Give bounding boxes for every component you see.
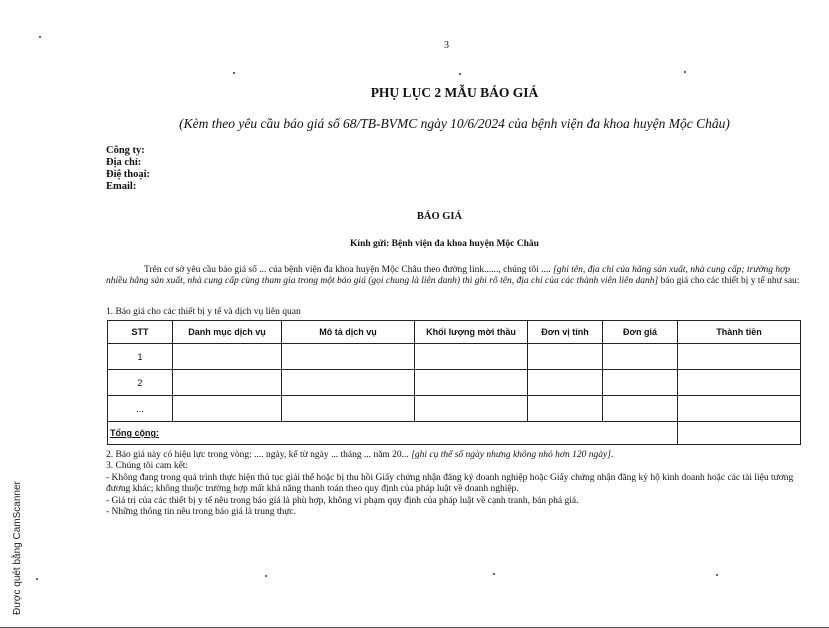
table-row [108,396,801,422]
table-cell [528,344,603,370]
scan-speck [716,574,718,576]
scan-speck [265,575,267,577]
col-header-price: Đơn giá [603,321,678,344]
table-total-row [108,422,801,445]
page-title: PHỤ LỤC 2 MẪU BÁO GIÁ [370,85,539,100]
table-cell [415,344,528,370]
validity-italic-note: [ghi cụ thể số ngày nhưng không nhỏ hơn 120 ngày] [411,450,611,460]
quote-heading: BÁO GIÁ [416,211,463,222]
table-cell [603,370,678,396]
company-field: Công ty: [106,145,145,156]
scan-speck [39,36,41,38]
col-header-service: Danh mục dịch vụ [173,321,282,344]
scan-speck [233,72,235,74]
table-cell [528,370,603,396]
commitment-item: - Giá trị của các thiết bị y tế nêu trong báo giá là phù hợp, không vi phạm quy định của pháp luật về cạnh tranh, bán phá giá. [106,495,579,506]
intro-text-end: báo giá cho các thiết bị y tế như sau: [658,276,800,286]
table-header-row [108,321,801,344]
table-cell [173,370,282,396]
section-1-heading: 1. Báo giá cho các thiết bị y tế và dịch vụ liên quan [106,307,301,317]
address-field: Địa chỉ: [106,157,142,168]
quote-table [107,320,801,445]
scan-speck [684,71,686,73]
table-cell [282,396,415,422]
table-cell [173,396,282,422]
table-cell [678,370,801,396]
total-value-cell [678,422,801,445]
table-row [108,370,801,396]
phone-field: Điệ thoại: [106,169,151,180]
commitment-heading: 3. Chúng tôi cam kết: [106,461,189,472]
table-cell [415,370,528,396]
scanner-watermark: Được quét bằng CamScanner [12,481,23,615]
table-cell [678,344,801,370]
validity-text: 2. Báo giá này có hiệu lực trong vòng: .... ngày, kể từ ngày ... tháng ... năm 20... [106,450,412,460]
row-stt: ... [108,396,173,422]
row-stt: 1 [108,344,173,370]
scan-speck [493,573,495,575]
col-header-total: Thành tiền [678,321,801,344]
intro-paragraph [106,265,806,287]
row-stt: 2 [108,370,173,396]
intro-text: Trên cơ sở yêu cầu báo giá số ... của bệnh viện đa khoa huyện Mộc Châu theo đường link......, chúng tôi .... [144,265,554,275]
company-info-block [106,145,150,193]
page-number: 3 [444,40,449,51]
col-header-stt: STT [108,321,173,344]
intro-italic-note: [ghi tên, địa chỉ của hãng sản xuất, nhà cung cấp; trường hợp nhiều hãng sản xuất, nhà cung cấp cùng tham gia trong một báo giá (gọi chung là liên danh) thì ghi rõ tên, địa chỉ của các thành viên liên danh] [106,265,790,286]
footer-notes [106,450,816,518]
table-cell [282,370,415,396]
validity-line [106,450,816,461]
table-cell [282,344,415,370]
recipient-line: Kính gửi: Bệnh viện đa khoa huyện Mộc Châu [350,239,539,249]
table-cell [603,396,678,422]
table-row [108,344,801,370]
total-label: Tổng cộng: [108,422,678,445]
table-cell [173,344,282,370]
commitment-item: - Những thông tin nêu trong báo giá là trung thực. [106,507,296,518]
col-header-unit: Đơn vị tính [528,321,603,344]
table-cell [678,396,801,422]
validity-end: . [610,450,614,460]
commitment-item: - Không đang trong quá trình thực hiện thủ tục giải thể hoặc bị thu hồi Giấy chứng nhận đăng ký doanh nghiệp hoặc Giấy chứng nhận đăng ký hộ kinh doanh hoặc các tài liệu tương đương khác; không thuộc trường hợp mất khả năng thanh toán theo quy định của pháp luật về doanh nghiệp. [106,472,794,495]
scan-speck [459,73,461,75]
table-cell [603,344,678,370]
scan-speck [36,578,38,580]
email-field: Email: [106,181,137,192]
col-header-description: Mô tả dịch vụ [282,321,415,344]
col-header-volume: Khối lượng mời thầu [415,321,528,344]
table-cell [528,396,603,422]
table-cell [415,396,528,422]
page-subtitle: (Kèm theo yêu cầu báo giá số 68/TB-BVMC ngày 10/6/2024 của bệnh viện đa khoa huyện Mộc Châu) [179,116,730,131]
